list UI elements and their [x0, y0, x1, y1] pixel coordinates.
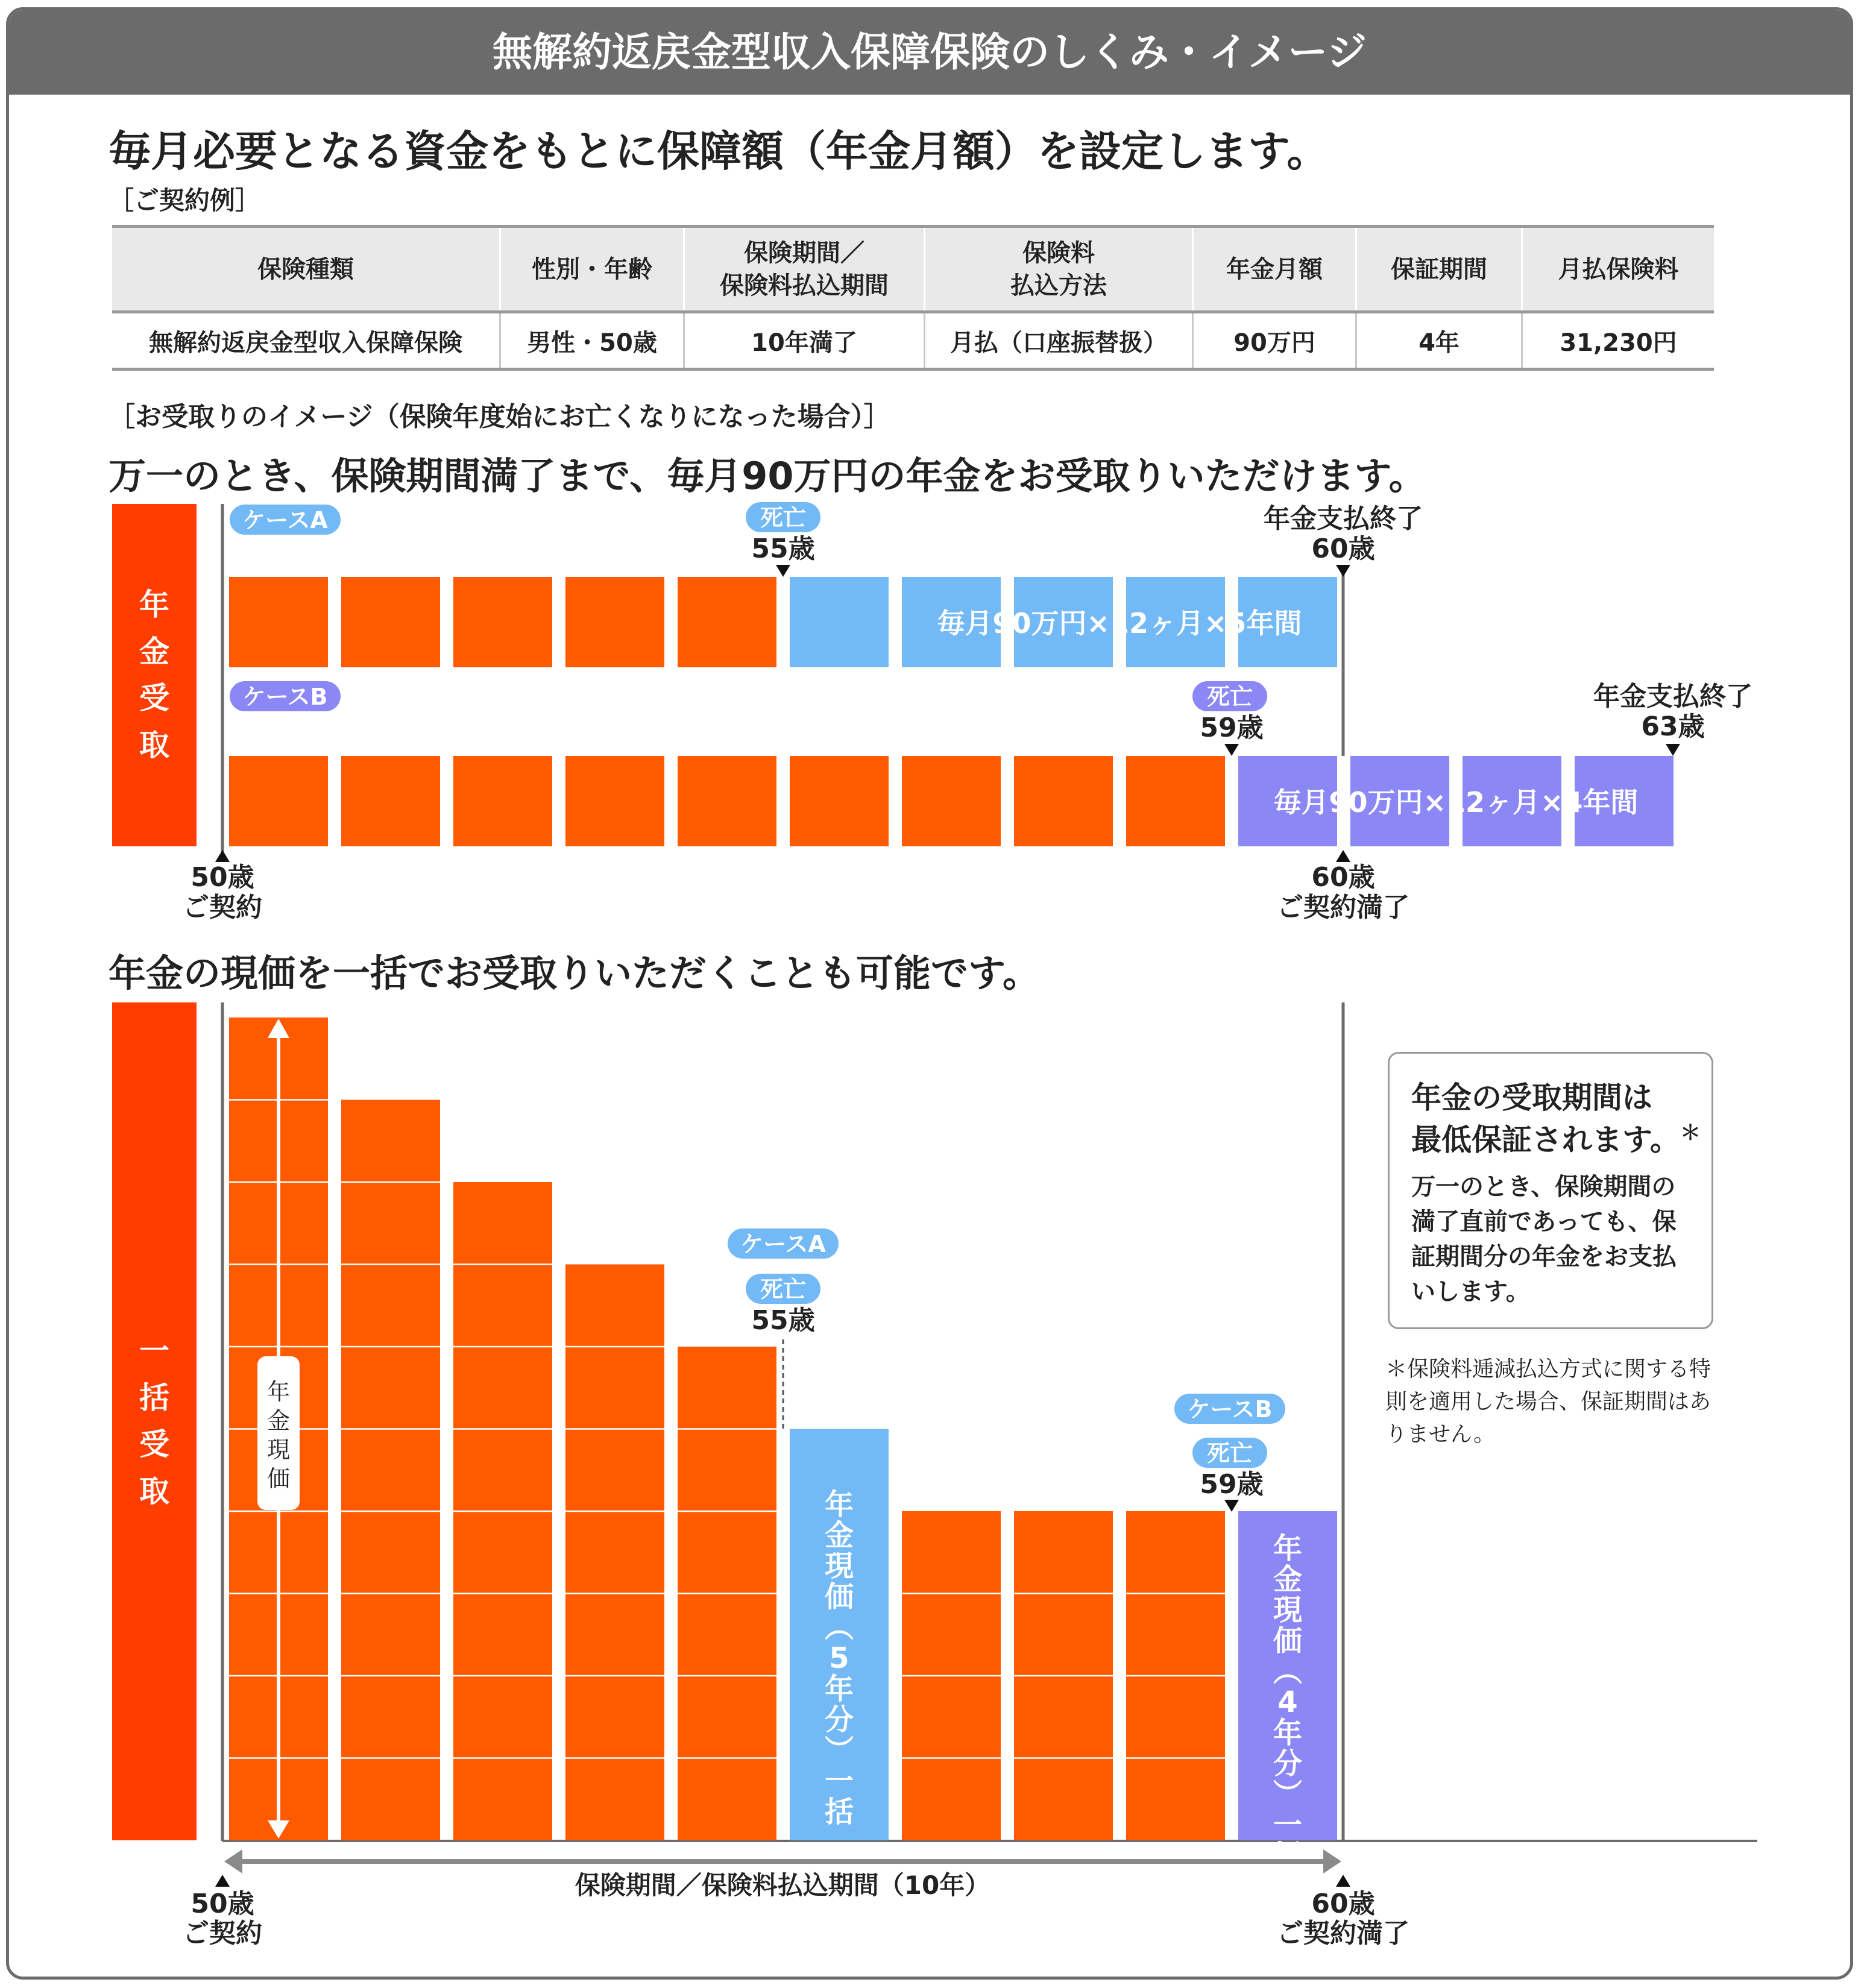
pv-caseB-tag: ケースB [1187, 1396, 1273, 1423]
band-char: 受 [139, 681, 169, 716]
caseA-year-block [565, 577, 664, 667]
pv-label-char: 現 [266, 1436, 291, 1463]
caseB-year-block [453, 756, 552, 846]
caseA-bar-label-char: 括 [824, 1795, 854, 1829]
caseB-bar-label-char: ︶ [1273, 1778, 1303, 1811]
contract-end-age: 60歳 [1311, 862, 1375, 893]
caseA-tag: ケースA [242, 507, 328, 533]
note-body: 万一のとき、保険期間の満了直前であっても、保証期間分の年金をお支払いします。 [1411, 1173, 1677, 1306]
caseB-bar-label-char: 価 [1273, 1624, 1303, 1658]
caseA-bar-label-char: ︵ [824, 1611, 854, 1644]
caseA-year-block [453, 577, 552, 667]
pv-end-label: ご契約満了 [1277, 1918, 1409, 1949]
pv-bar [341, 1100, 440, 1841]
cell-monthly-premium: 31,230円 [1522, 312, 1715, 370]
caseA-death-age: 55歳 [751, 533, 815, 564]
cell-monthly-annuity: 90万円 [1193, 312, 1356, 370]
band-char: 受 [139, 1427, 169, 1462]
caseA-year-block [790, 577, 889, 667]
note-title: 年金の受取期間は 最低保証されます。＊ [1411, 1080, 1701, 1157]
caseB-annuity-caption: 毎月90万円×12ヶ月×4年間 [1273, 786, 1639, 819]
caseA-death-marker [776, 565, 790, 577]
pv-label-char: 金 [266, 1408, 291, 1434]
caseB-year-block [1126, 756, 1225, 846]
pv-caseB-death-marker [1224, 1500, 1239, 1512]
cell-payment-method: 月払（口座振替扱） [925, 312, 1193, 370]
pv-caseB-death-age: 59歳 [1200, 1469, 1264, 1500]
contract-end-label: ご契約満了 [1277, 892, 1409, 923]
caseB-bar-label-char: 年 [1273, 1716, 1303, 1750]
caseB-year-block [1014, 756, 1113, 846]
pv-start-label: ご契約 [183, 1918, 262, 1949]
header-guarantee-period: 保証期間 [1356, 227, 1522, 312]
band-char: 取 [139, 727, 169, 763]
caseA-bar-label-char: 一 [824, 1764, 854, 1798]
caseA-bar-label-char: 分 [824, 1703, 854, 1737]
caseB-death-marker [1224, 744, 1239, 756]
caseA-end-marker [1336, 565, 1350, 577]
start-age: 50歳 [191, 862, 254, 893]
pv-end-marker [1336, 1875, 1350, 1887]
caseB-death-age: 59歳 [1200, 712, 1264, 743]
header-monthly-premium: 月払保険料 [1522, 227, 1715, 312]
header-payment-method: 保険料 払込方法 [925, 227, 1193, 312]
caseB-bar-label-char: 現 [1273, 1593, 1303, 1627]
caseA-death-tag: 死亡 [760, 505, 807, 531]
caseB-bar-label-char: 一 [1273, 1808, 1303, 1842]
period-arrow-right [1323, 1849, 1341, 1873]
caseA-annuity-caption: 毎月90万円×12ヶ月×5年間 [937, 607, 1302, 640]
caseB-end-age: 63歳 [1641, 711, 1705, 742]
band-char: 一 [139, 1333, 169, 1368]
caseB-bar-label-char: 4 [1277, 1685, 1298, 1719]
caseA-end-label: 年金支払終了 [1264, 503, 1423, 534]
caseB-year-block [229, 756, 328, 846]
caseB-year-block [678, 756, 776, 846]
header-insurance-type: 保険種類 [112, 227, 500, 312]
image-label: ［お受取りのイメージ（保険年度始にお亡くなりになった場合）］ [109, 401, 890, 432]
pv-bar [565, 1265, 664, 1841]
caseA-bar-label-char: 5 [829, 1641, 849, 1675]
cell-insurance-type: 無解約返戻金型収入保障保険 [112, 312, 500, 370]
caseB-end-label: 年金支払終了 [1593, 681, 1752, 712]
band-char: 年 [139, 587, 169, 622]
example-label: ［ご契約例］ [109, 186, 261, 215]
caseA-year-block [678, 577, 776, 667]
section2-headline: 年金の現価を一括でお受取りいただくことも可能です。 [109, 951, 1041, 995]
caseB-bar-label-char: ︵ [1273, 1655, 1303, 1688]
caseA-year-block [341, 577, 440, 667]
pv-caseB-death-tag: 死亡 [1206, 1440, 1253, 1467]
cell-sex-age: 男性・50歳 [500, 312, 684, 370]
pv-start-age: 50歳 [191, 1889, 254, 1919]
caseB-year-block [790, 756, 889, 846]
band-char: 取 [139, 1473, 169, 1509]
cell-guarantee-period: 4年 [1356, 312, 1522, 370]
caseB-year-block [902, 756, 1001, 846]
period-arrow-left [224, 1849, 242, 1873]
caseA-bar-label-char: 年 [824, 1488, 854, 1521]
pv-caseA-death-age: 55歳 [751, 1305, 815, 1336]
headline: 毎月必要となる資金をもとに保障額（年金月額）を設定します。 [109, 127, 1329, 176]
start-label: ご契約 [183, 892, 262, 923]
caseA-bar-label-char: 価 [824, 1580, 854, 1614]
caseA-bar-label-char: 年 [824, 1672, 854, 1706]
caseA-bar-label-char: 金 [824, 1518, 854, 1552]
caseB-tag: ケースB [242, 684, 328, 710]
pv-label-char: 年 [266, 1379, 291, 1405]
caseA-end-age: 60歳 [1311, 533, 1375, 564]
guarantee-note [1388, 1052, 1713, 1329]
caseB-bar-label-char: 括 [1273, 1839, 1303, 1873]
header-period: 保険期間／ 保険料払込期間 [684, 227, 925, 312]
caseB-end-marker [1666, 744, 1680, 756]
footnote: ＊保険料逓減払込方式に関する特則を適用した場合、保証期間はありません。 [1385, 1357, 1711, 1447]
caseB-year-block [565, 756, 664, 846]
cell-period: 10年満了 [684, 312, 925, 370]
caseA-year-block [229, 577, 328, 667]
page-title: 無解約返戻金型収入保障保険のしくみ・イメージ [9, 10, 1850, 95]
band-char: 金 [139, 634, 169, 669]
pv-label-char: 価 [266, 1465, 291, 1492]
header-sex-age: 性別・年齢 [500, 227, 684, 312]
caseB-bar-label-char: 分 [1273, 1747, 1303, 1781]
caseA-bar-label-char: ︶ [824, 1734, 854, 1767]
caseB-bar-label-char: 年 [1273, 1532, 1303, 1565]
section1-headline: 万一のとき、保険期間満了まで、毎月90万円の年金をお受取りいただけます。 [109, 454, 1426, 498]
header-monthly-annuity: 年金月額 [1193, 227, 1356, 312]
period-label: 保険期間／保険料払込期間（10年） [575, 1870, 990, 1900]
caseB-death-tag: 死亡 [1206, 684, 1253, 710]
band-char: 括 [139, 1380, 169, 1415]
contract-end-marker [1336, 850, 1350, 862]
caseB-bar-label-char: 金 [1273, 1562, 1303, 1596]
pv-end-age: 60歳 [1311, 1889, 1375, 1919]
start-marker [215, 850, 230, 862]
pv-start-marker [215, 1875, 230, 1887]
pv-caseA-death-tag: 死亡 [760, 1276, 807, 1303]
pv-caseA-tag: ケースA [740, 1231, 826, 1257]
caseA-bar-label-char: 現 [824, 1549, 854, 1583]
caseB-year-block [341, 756, 440, 846]
